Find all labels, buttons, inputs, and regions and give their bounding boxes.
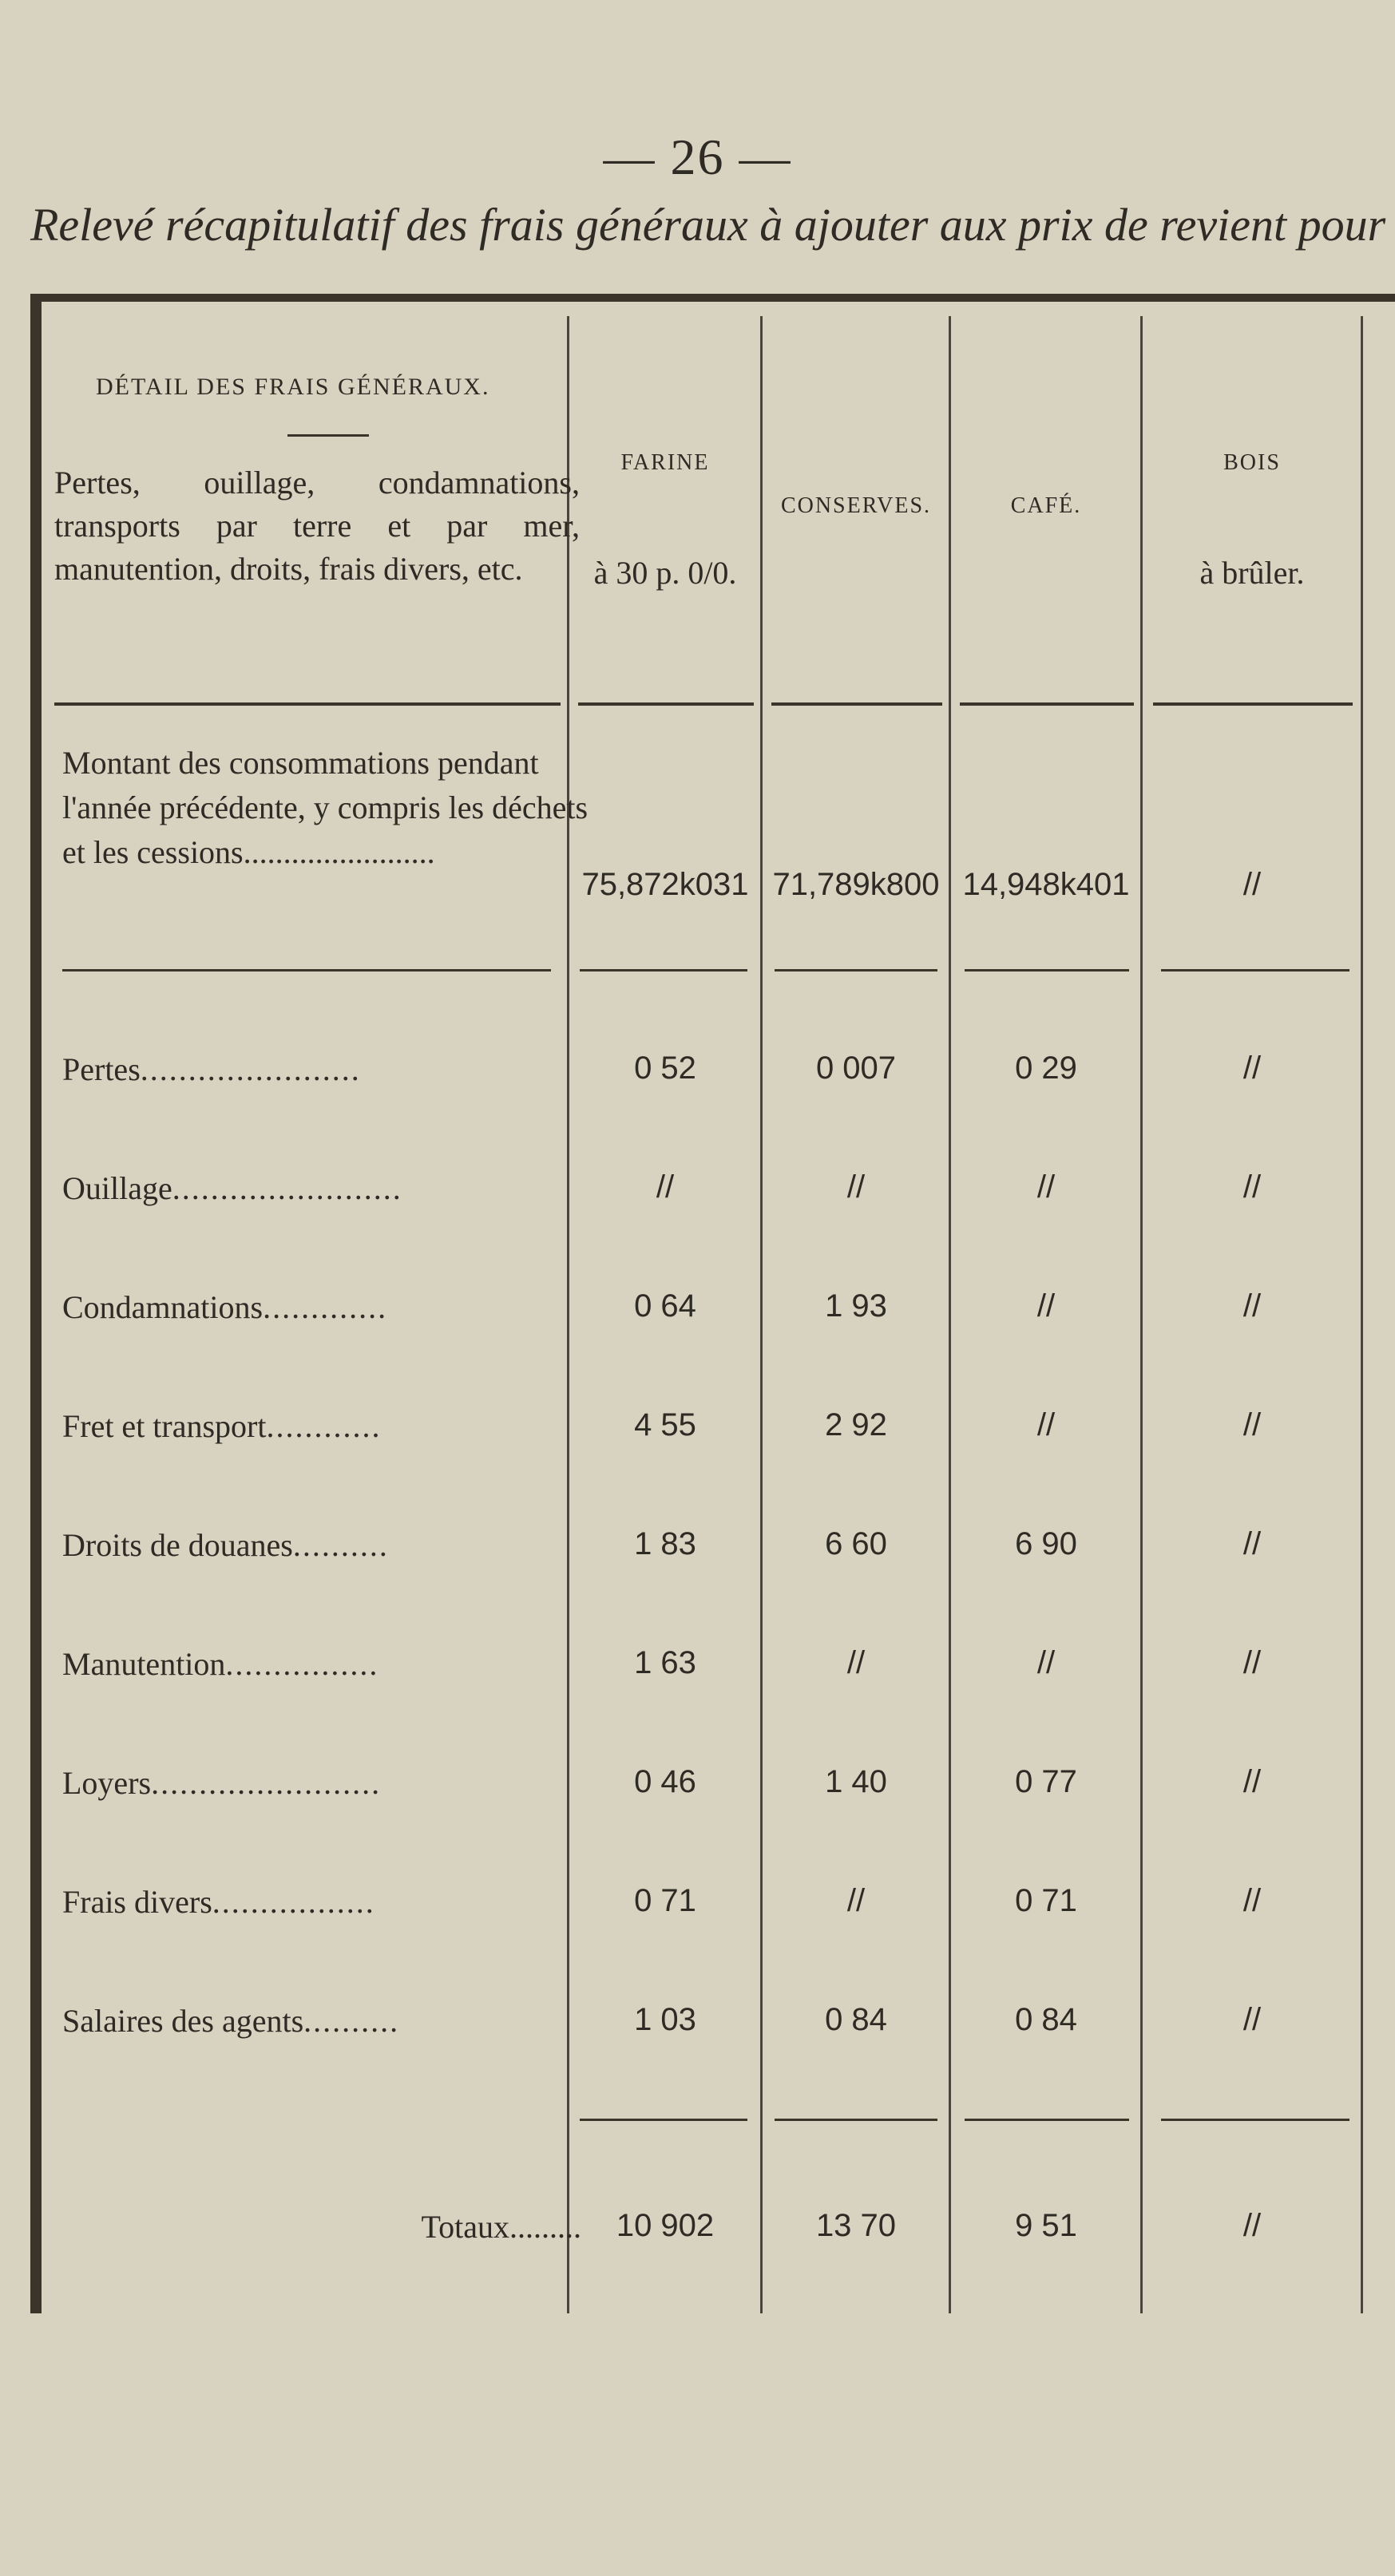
row-value-farine: 1 63 <box>634 1645 696 1680</box>
row-value-bois: // <box>1242 1764 1262 1799</box>
header-bottom-rule <box>578 702 754 706</box>
row-value-conserves: // <box>846 1169 866 1205</box>
row-value-farine: 0 64 <box>634 1288 696 1324</box>
row-label-text: Frais divers <box>62 1884 212 1920</box>
row-value-cafe: // <box>1036 1288 1056 1324</box>
montant-farine: 75,872k031 <box>581 867 749 902</box>
table-top-rule <box>30 294 1395 302</box>
row-label <box>62 1526 589 1564</box>
row-value-conserves: // <box>846 1883 866 1918</box>
header-short-rule <box>287 434 369 437</box>
row-value-conserves: 2 92 <box>825 1407 887 1442</box>
expense-table <box>30 294 1395 2313</box>
column-header-bois: BOIS <box>1223 450 1281 475</box>
header-bottom-rule <box>771 702 942 706</box>
totals-bois: // <box>1242 2208 1262 2243</box>
header-bottom-rule <box>1153 702 1353 706</box>
row-value-conserves: 0 007 <box>815 1051 897 1086</box>
montant-bottom-rule <box>62 969 551 971</box>
row-label <box>62 2002 589 2040</box>
row-label-text: Fret et transport <box>62 1408 267 1444</box>
totals-top-rule <box>965 2119 1129 2121</box>
page-heading: Relevé récapitulatif des frais généraux à ajouter aux prix de revient pour <box>30 199 1386 251</box>
montant-cafe: 14,948k401 <box>962 867 1130 902</box>
row-value-bois: // <box>1242 1526 1262 1561</box>
row-label-dots: ....................... <box>140 1051 361 1087</box>
row-value-conserves: 0 84 <box>825 2002 887 2037</box>
row-label-dots: ............. <box>263 1289 388 1325</box>
montant-label: Montant des consommations pendant l'année précédente, y compris les déchets et les cessions........................ <box>62 745 589 870</box>
row-value-cafe: // <box>1036 1645 1056 1680</box>
row-value-bois: // <box>1242 2002 1262 2037</box>
row-value-cafe: // <box>1036 1407 1056 1442</box>
row-value-bois: // <box>1242 1051 1262 1086</box>
row-label <box>62 1764 589 1802</box>
row-value-farine: 1 83 <box>634 1526 696 1561</box>
totals-farine: 10 902 <box>616 2208 715 2243</box>
totals-top-rule <box>580 2119 747 2121</box>
row-value-conserves: // <box>846 1645 866 1680</box>
row-label-dots: ........................ <box>172 1170 402 1206</box>
column-divider <box>949 316 951 2313</box>
row-label-text: Manutention <box>62 1646 226 1682</box>
column-sub-farine: à 30 p. 0/0. <box>593 555 737 591</box>
row-value-cafe: 0 77 <box>1015 1764 1077 1799</box>
row-value-cafe: 0 84 <box>1015 2002 1077 2037</box>
row-label <box>62 1169 589 1207</box>
row-label <box>62 1645 589 1683</box>
row-value-farine: // <box>656 1169 675 1205</box>
row-label-text: Condamnations <box>62 1289 264 1325</box>
row-value-farine: 4 55 <box>634 1407 696 1442</box>
row-label-dots: ................ <box>225 1646 379 1682</box>
row-label-dots: .......... <box>292 1527 389 1563</box>
montant-bottom-rule <box>775 969 937 971</box>
row-label-text: Pertes <box>62 1051 141 1087</box>
row-value-conserves: 6 60 <box>825 1526 887 1561</box>
montant-bottom-rule <box>965 969 1129 971</box>
row-value-bois: // <box>1242 1407 1262 1442</box>
row-value-conserves: 1 40 <box>825 1764 887 1799</box>
row-value-cafe: 0 29 <box>1015 1051 1077 1086</box>
row-label-dots: .......... <box>303 2003 400 2039</box>
header-bottom-rule <box>960 702 1134 706</box>
column-header-cafe: CAFÉ. <box>1010 493 1082 518</box>
row-label <box>62 1883 589 1921</box>
row-value-farine: 1 03 <box>634 2002 696 2037</box>
column-header-farine: FARINE <box>620 450 710 475</box>
column-sub-bois: à brûler. <box>1199 555 1305 591</box>
totals-top-rule <box>1161 2119 1349 2121</box>
totals-conserves: 13 70 <box>815 2208 897 2243</box>
page-number: — 26 — <box>603 129 792 185</box>
row-value-farine: 0 52 <box>634 1051 696 1086</box>
row-label <box>62 1051 589 1088</box>
row-label-dots: ............ <box>266 1408 382 1444</box>
row-label-text: Ouillage <box>62 1170 172 1206</box>
row-label <box>62 1407 589 1445</box>
row-value-cafe: 0 71 <box>1015 1883 1077 1918</box>
montant-conserves: 71,789k800 <box>772 867 940 902</box>
table-left-rule <box>30 294 42 2313</box>
row-label-text: Salaires des agents <box>62 2003 304 2039</box>
column-divider <box>1361 316 1363 2313</box>
row-value-farine: 0 71 <box>634 1883 696 1918</box>
column-header-conserves: CONSERVES. <box>780 493 932 518</box>
montant-bois: // <box>1242 867 1262 902</box>
row-label-dots: ........................ <box>151 1765 382 1801</box>
detail-title: DÉTAIL DES FRAIS GÉNÉRAUX. <box>96 374 490 400</box>
column-divider <box>760 316 763 2313</box>
row-label <box>62 1288 589 1326</box>
totals-top-rule <box>775 2119 937 2121</box>
row-value-farine: 0 46 <box>634 1764 696 1799</box>
montant-bottom-rule <box>1161 969 1349 971</box>
row-label-text: Loyers <box>62 1765 152 1801</box>
detail-description: Pertes, ouillage, condamnations, transports par terre et par mer, manutention, droits, frais divers, etc. <box>54 465 580 587</box>
montant-bottom-rule <box>580 969 747 971</box>
row-value-cafe: 6 90 <box>1015 1526 1077 1561</box>
header-bottom-rule <box>54 702 561 706</box>
row-value-conserves: 1 93 <box>825 1288 887 1324</box>
row-label-text: Droits de douanes <box>62 1527 293 1563</box>
row-value-bois: // <box>1242 1645 1262 1680</box>
totals-label: Totaux......... <box>421 2209 581 2245</box>
column-divider <box>1140 316 1143 2313</box>
row-value-cafe: // <box>1036 1169 1056 1205</box>
row-value-bois: // <box>1242 1169 1262 1205</box>
row-value-bois: // <box>1242 1883 1262 1918</box>
row-label-dots: ................. <box>212 1884 375 1920</box>
row-value-bois: // <box>1242 1288 1262 1324</box>
totals-cafe: 9 51 <box>1015 2208 1077 2243</box>
